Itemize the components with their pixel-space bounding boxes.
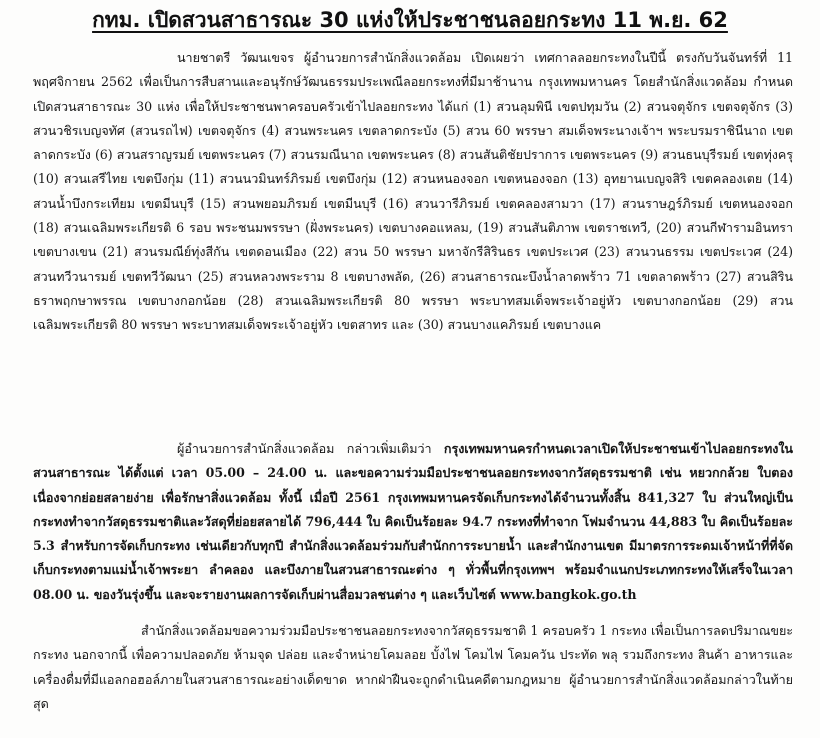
paragraph-parks-list: นายชาตรี วัฒนเขจร ผู้อำนวยการสำนักสิ่งแวดล้อม เปิดเผยว่า เทศกาลลอยกระทงในปีนี้ ตรงกับวันจันทร์ที่ 11 พฤศจิกายน 2562 เพื่อเป็นการสืบสานและอนุรักษ์วัฒนธรรมประเพณีลอยกระทงที่มีมาช้านาน กรุงเทพมหานคร โดยสำนักสิ่งแวดล้อม กำหนดเปิดสวนสาธารณะ 30 แห่ง เพื่อให้ประชาชนพาครอบครัวเข้าไปลอยกระทง ได้แก่ (1) สวนลุมพินี เขตปทุมวัน (2) สวนจตุจักร เขตจตุจักร (3) สวนวชิรเบญจทัศ (สวนรถไฟ) เขตจตุจักร (4) สวนพระนคร เขตลาดกระบัง (5) สวน 60 พรรษา สมเด็จพระนางเจ้าฯ พระบรมราชินีนาถ เขตลาดกระบัง (6) สวนสราญรมย์ เขตพระนคร (7) สวนรมณีนาถ เขตพระนคร (8) สวนสันติชัยปราการ เขตพระนคร (9) สวนธนบุรีรมย์ เขตทุ่งครุ (10) สวนเสรีไทย เขตบึงกุ่ม (11) สวนนวมินทร์ภิรมย์ เขตบึงกุ่ม (12) สวนหนองจอก เขตหนองจอก (13) อุทยานเบญจสิริ เขตคลองเตย (14) สวนน้ำบึงกระเทียม เขตมีนบุรี (15) สวนพยอมภิรมย์ เขตมีนบุรี (16) สวนวารีภิรมย์ เขตคลองสามวา (17) สวนราษฎร์ภิรมย์ เขตหนองจอก (18) สวนเฉลิมพระเกียรติ 6 รอบ พระชนมพรรษา (ฝั่งพระนคร) เขตบางคอแหลม, (19) สวนสันติภาพ เขตราชเทวี, (20) สวนกีฬารามอินทรา เขตบางเขน (21) สวนรมณีย์ทุ่งสีกัน เขตดอนเมือง (22) สวน 50 พรรษา มหาจักรีสิรินธร เขตประเวศ (23) สวนวนธรรม เขตประเวศ (24) สวนทวีวนารมย์ เขตทวีวัฒนา (25) สวนหลวงพระราม 8 เขตบางพลัด, (26) สวนสาธารณะบึงน้ำลาดพร้าว 71 เขตลาดพร้าว (27) สวนสิรินธราพฤกษาพรรณ เขตบางกอกน้อย (28) สวนเฉลิมพระเกียรติ 80 พรรษา พระบาทสมเด็จพระเจ้าอยู่หัว เขตบางกอกน้อย (29) สวนเฉลิมพระเกียรติ 80 พรรษา พระบาทสมเด็จพระเจ้าอยู่หัว เขตสาทร และ (30) สวนบางแคภิรมย์ เขตบางแค <box>33 50 793 333</box>
paragraph-cooperation-request: สำนักสิ่งแวดล้อมขอความร่วมมือประชาชนลอยกระทงจากวัสดุธรรมชาติ 1 ครอบครัว 1 กระทง เพื่อเป็นการลดปริมาณขยะกระทง นอกจากนี้ เพื่อความปลอดภัย ห้ามจุด ปล่อย และจำหน่ายโคมลอย บั้งไฟ โคมไฟ โคมควัน ประทัด พลุ รวมถึงกระทง สินค้า อาหารและเครื่องดื่มที่มีแอลกอฮอล์ภายในสวนสาธารณะอย่างเด็ดขาด หากฝ่าฝืนจะถูกดำเนินคดีตามกฎหมาย ผู้อำนวยการสำนักสิ่งแวดล้อมกล่าวในท้ายสุด <box>33 623 793 711</box>
document-title <box>0 6 820 34</box>
paragraph-2-lead: ผู้อำนวยการสำนักสิ่งแวดล้อม กล่าวเพิ่มเติมว่า <box>177 441 444 456</box>
paragraph-opening-hours <box>33 437 793 607</box>
title-text: กทม. เปิดสวนสาธารณะ 30 แห่งให้ประชาชนลอยกระทง 11 พ.ย. 62 <box>92 8 728 32</box>
paragraph-2-bold: กรุงเทพมหานครกำหนดเวลาเปิดให้ประชาชนเข้าไปลอยกระทงในสวนสาธารณะ ได้ตั้งแต่ เวลา 05.00 – 24.00 น. และขอความร่วมมือประชาชนลอยกระทงจากวัสดุธรรมชาติ เช่น หยวกกล้วย ใบตอง เนื่องจากย่อยสลายง่าย เพื่อรักษาสิ่งแวดล้อม ทั้งนี้ เมื่อปี 2561 กรุงเทพมหานครจัดเก็บกระทงได้จำนวนทั้งสิ้น 841,327 ใบ ส่วนใหญ่เป็นกระทงทำจากวัสดุธรรมชาติและวัสดุที่ย่อยสลายได้ 796,444 ใบ คิดเป็นร้อยละ 94.7 กระทงที่ทำจาก โฟมจำนวน 44,883 ใบ คิดเป็นร้อยละ 5.3 สำหรับการจัดเก็บกระทง เช่นเดียวกับทุกปี สำนักสิ่งแวดล้อมร่วมกับสำนักการระบายน้ำ และสำนักงานเขต มีมาตรการระดมเจ้าหน้าที่ที่จัดเก็บกระทงตามแม่น้ำเจ้าพระยา ลำคลอง และบึงภายในสวนสาธารณะต่าง ๆ ทั่วพื้นที่กรุงเทพฯ พร้อมจำแนกประเภทกระทงให้เสร็จในเวลา 08.00 น. ของวันรุ่งขึ้น และจะรายงานผลการจัดเก็บผ่านสื่อมวลชนต่าง ๆ และเว็บไซต์ www.bangkok.go.th <box>33 441 793 602</box>
